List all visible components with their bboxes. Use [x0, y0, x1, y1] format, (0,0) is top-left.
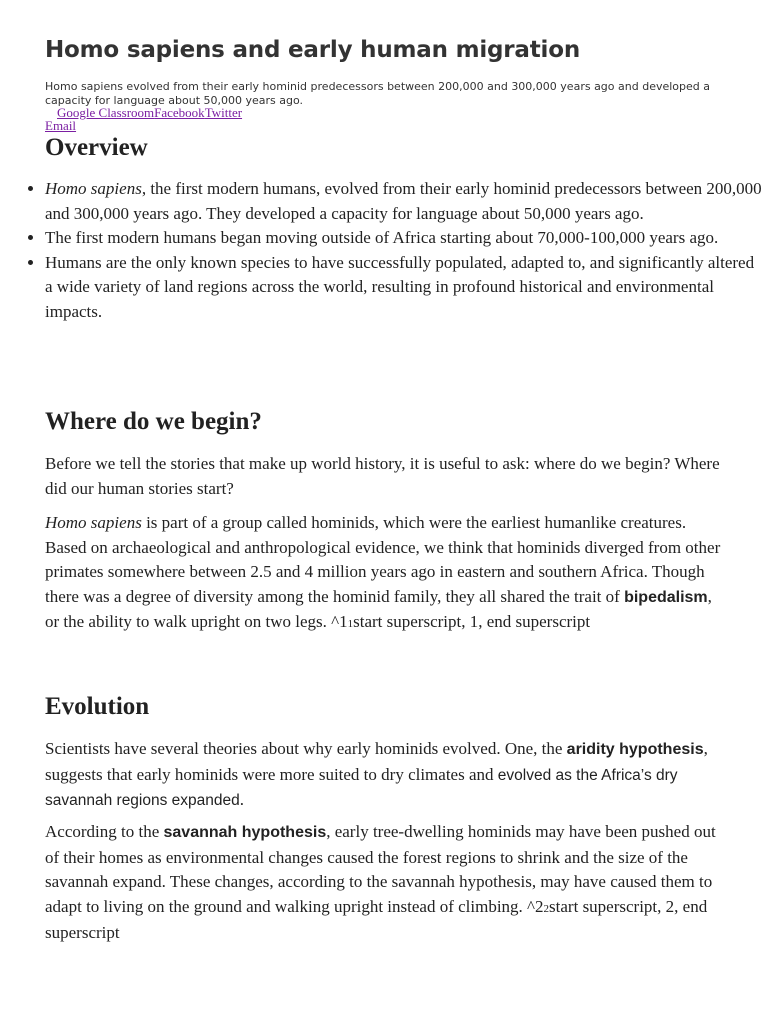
superscript-digit: 2: [543, 902, 550, 915]
article-title: Homo sapiens and early human migration: [45, 37, 581, 63]
list-item-text: The first modern humans began moving outside of Africa starting about 70,000-100,000 years ago.: [45, 228, 719, 247]
evolution-heading: Evolution: [45, 693, 150, 720]
evolution-paragraph-1: [45, 737, 725, 814]
superscript-description: start superscript, 1, end superscript: [353, 612, 591, 631]
italic-term: Homo sapiens: [45, 513, 142, 532]
superscript-digit: 1: [347, 618, 354, 630]
article-summary: Homo sapiens evolved from their early hominid predecessors between 200,000 and 300,000 years ago and developed a capacity for language about 50,000 years ago.: [45, 80, 710, 107]
paragraph-text: evolved as the Africa’s dry savannah regions expanded: [45, 766, 678, 809]
superscript-description: start superscript, 2, end superscript: [45, 896, 708, 942]
email-share: [45, 119, 76, 133]
paragraph-text: According to the: [45, 822, 164, 841]
bold-term: aridity hypothesis: [566, 741, 704, 758]
bold-term: bipedalism: [624, 588, 708, 606]
list-item: [45, 177, 765, 226]
begin-paragraph-2: [45, 511, 725, 637]
begin-paragraph-1: Before we tell the stories that make up world history, it is useful to ask: where do we begin? Where did our human stories start?: [45, 454, 720, 498]
overview-list: [0, 177, 765, 324]
paragraph-text: , early tree-dwelling hominids may have been pushed out of their homes as environmental changes caused the forest regions to shrink and the size of the savannah expand. These changes, according to the savannah hypothesis, may have caused them to adapt to living on the ground and walking upright instead of climbing. ^2: [45, 822, 716, 916]
email-link[interactable]: Email: [45, 118, 77, 133]
paragraph-text: is part of a group called hominids, which were the earliest humanlike creatures. Based on archaeological and anthropological evidence, we think that hominids diverged from other primates somewhere between 2.5 and 4 million years ago in eastern and southern Africa. Though there was a degree of diversity among the hominid family, they all shared the trait of: [45, 513, 721, 606]
paragraph-text: , suggests that early hominids were more suited to dry climates and: [45, 739, 708, 784]
paragraph-text: Scientists have several theories about why early hominids evolved. One, the: [45, 739, 567, 758]
begin-heading: Where do we begin?: [45, 408, 262, 435]
list-item-text: Humans are the only known species to have successfully populated, adapted to, and significantly altered a wide variety of land regions across the world, resulting in profound historical and environmental impacts.: [45, 252, 755, 321]
list-item: [45, 226, 765, 251]
list-item-text: , the first modern humans, evolved from their early hominid predecessors between 200,000 and 300,000 years ago. They developed a capacity for language about 50,000 years ago.: [45, 179, 762, 223]
overview-heading: Overview: [45, 134, 148, 161]
bold-term: savannah hypothesis: [163, 824, 327, 841]
paragraph-text: , or the ability to walk upright on two legs. ^1: [45, 586, 712, 631]
facebook-link[interactable]: Facebook: [154, 105, 205, 120]
list-item: [45, 251, 765, 325]
google-classroom-link[interactable]: Google Classroom: [57, 105, 155, 120]
evolution-paragraph-2: [45, 820, 725, 946]
italic-term: Homo sapiens: [45, 179, 142, 198]
twitter-link[interactable]: Twitter: [204, 105, 243, 120]
paragraph-text: .: [239, 790, 245, 809]
share-links: [57, 106, 242, 120]
